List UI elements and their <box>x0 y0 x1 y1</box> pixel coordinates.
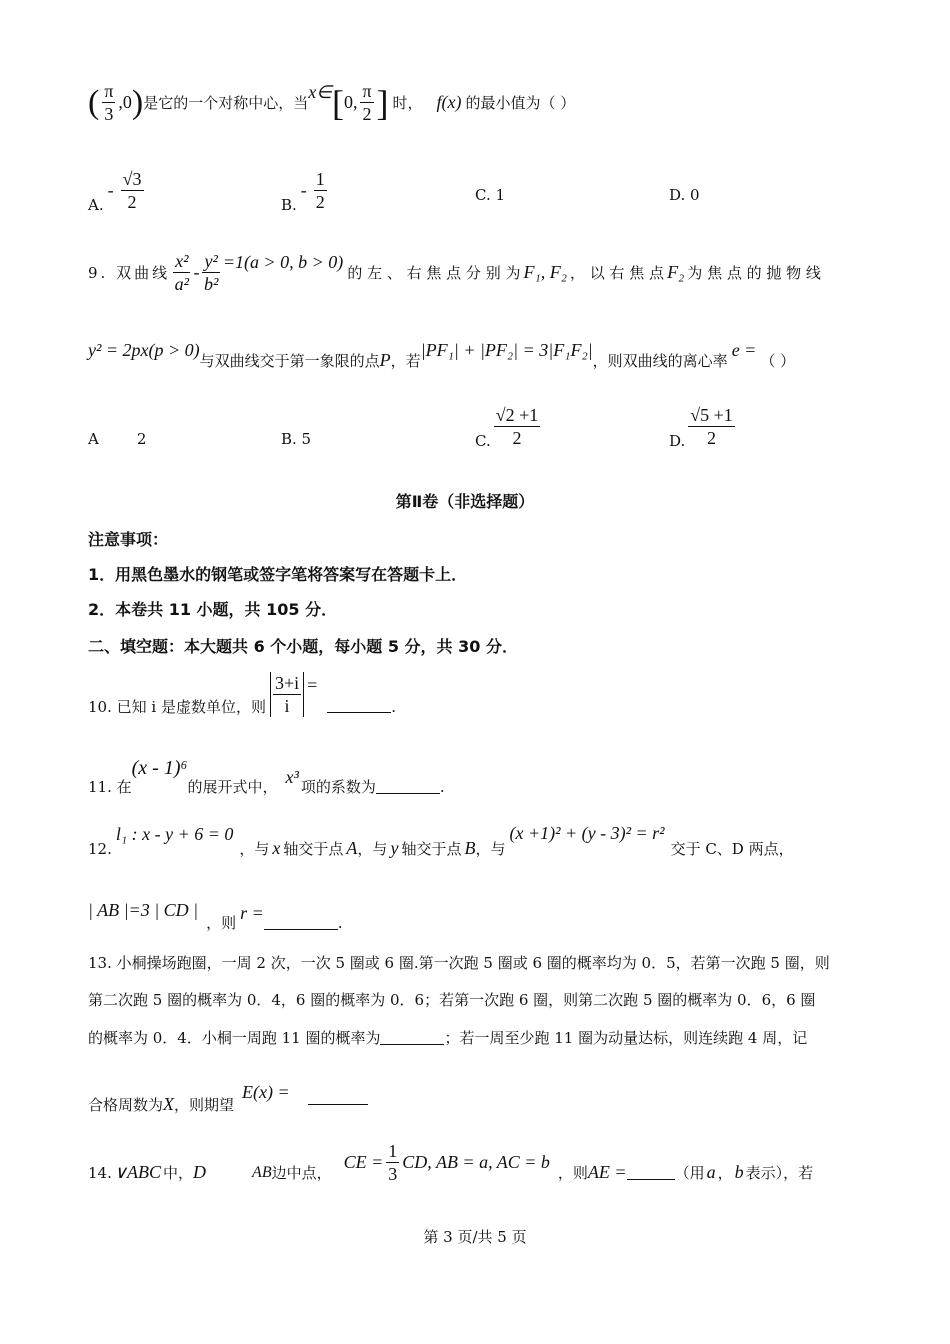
q9-cond: |PF₁| + |PF₂| = 3|F₁F₂| <box>420 340 593 360</box>
q9-option-c[interactable] <box>475 402 543 450</box>
q9-text2: ， 以 右 焦 点 <box>569 264 665 282</box>
q8-stem: ( $\frac{\pi}{3}$ ,0 ) 是它的一个对称中心，当 x∈ [ 0, $\frac{\pi}{2}$ ] 时， f(x) 的最小值为（ ） <box>88 81 576 124</box>
q12-prefix: 12. <box>88 839 112 858</box>
q12-cond: | AB |=3 | CD | <box>88 900 199 920</box>
notice-1: 1．用黑色墨水的钢笔或签字笔将答案写在答题卡上． <box>88 565 468 584</box>
q8-options-1-den: 2 <box>315 191 325 212</box>
q9-p: P <box>379 350 391 370</box>
q9-y2: y² <box>204 251 218 271</box>
q8-interval_den: 2 <box>362 104 372 124</box>
q14-text3: ，则 <box>557 1164 588 1182</box>
answer-blank[interactable] <box>327 698 391 713</box>
q14-num: 1 <box>388 1141 398 1161</box>
q14 <box>88 1140 813 1185</box>
q14-prefix: 14. <box>88 1163 112 1182</box>
q10-eq: = <box>307 675 318 695</box>
q12-x: x <box>272 838 281 858</box>
q11-x3: x³ <box>285 767 299 787</box>
part-two-heading: 二、填空题：本大题共 6 个小题，每小题 5 分，共 30 分． <box>88 637 518 656</box>
q9-text5: ，若 <box>390 352 421 370</box>
q13-line-2: 第二次跑 5 圈的概率为 0．4，6 圈的概率为 0．6；若第一次跑 6 圈，则第二次跑 5 圈的概率为 0．6，6 圈 <box>88 991 816 1009</box>
q14-b: b <box>734 1162 744 1182</box>
q10-num: 3+i <box>274 673 300 693</box>
q14-AB: AB <box>252 1163 272 1181</box>
q14-text4: （用 <box>674 1164 705 1182</box>
q9-f2: F₂ <box>667 262 685 282</box>
q9-option-a[interactable] <box>88 430 146 448</box>
answer-blank[interactable] <box>308 1090 368 1105</box>
notice-heading: 注意事项： <box>88 530 169 549</box>
q8-option-b[interactable] <box>281 166 330 214</box>
q9-parabola: y² = 2px(p > 0) <box>88 340 200 360</box>
q13-ex: E(x) = <box>242 1082 290 1102</box>
q8-options-0-den: 2 <box>127 191 137 212</box>
q9-e: e = <box>731 340 757 360</box>
q8-x_in: x∈ <box>308 82 332 102</box>
q13-line-3 <box>88 1027 807 1048</box>
q11-end: . <box>439 777 445 796</box>
q9-f1f2: F₁, F₂ <box>523 262 567 282</box>
answer-blank[interactable] <box>376 779 440 794</box>
q9-options-3-num: √5 +1 <box>690 404 733 425</box>
answer-blank[interactable] <box>380 1030 444 1045</box>
q12-end: . <box>337 913 343 932</box>
answer-blank[interactable] <box>627 1165 675 1180</box>
q8-options-0-num: √3 <box>122 168 142 189</box>
q13-line4a: 合格周数为 <box>88 1096 164 1114</box>
q12-text1: ，与 <box>239 840 270 858</box>
q10-end: . <box>391 697 397 716</box>
q9-text6: ，则双曲线的离心率 <box>592 352 728 370</box>
q10 <box>88 672 396 717</box>
q12-text6: 交于 C、D 两点， <box>670 840 794 858</box>
q8-options-0-label: A. <box>88 196 104 214</box>
q11-text1: 的展开式中， <box>187 778 278 796</box>
q8-options-2-label: C. 1 <box>475 186 506 204</box>
q12-B: B <box>464 838 476 858</box>
q12-line-2 <box>88 888 343 933</box>
q9-options-1-label: B. 5 <box>281 430 312 448</box>
q9-a2: a² <box>174 274 189 294</box>
q8-options-0-sign: - <box>107 179 114 200</box>
q12-y: y <box>390 838 399 858</box>
q8-text3: 的最小值为（ ） <box>465 94 576 112</box>
q9-options-3-label: D. <box>669 432 686 450</box>
q14-den: 3 <box>388 1164 398 1184</box>
q8-interval_num: π <box>362 81 372 101</box>
q8-options-1-num: 1 <box>315 168 325 189</box>
q8-point_den: 3 <box>104 104 114 124</box>
q14-ce: CE = <box>343 1152 384 1172</box>
fraction <box>102 80 115 125</box>
q8-point_num: π <box>104 81 114 101</box>
q10-text1: 10. 已知 i 是虚数单位，则 <box>88 698 266 716</box>
q8-point_tail: ,0 <box>118 92 132 112</box>
q12-text3: ，与 <box>357 840 388 858</box>
q8-option-d[interactable] <box>669 186 700 204</box>
q14-rest: CD, AB = a, AC = b <box>402 1152 550 1172</box>
q13-line-1: 13. 小桐操场跑圈，一周 2 次，一次 5 圈或 6 圈.第一次跑 5 圈或 6 圈的概率均为 0．5，若第一次跑 5 圈，则 <box>88 954 830 972</box>
q13-line4b: ，则期望 <box>174 1096 235 1114</box>
q8-fx: f(x) <box>436 92 462 112</box>
q9-text1: 的 左 、 右 焦 点 分 别 为 <box>347 264 521 282</box>
q8-option-a[interactable] <box>88 166 147 214</box>
q12-line-1 <box>88 818 794 859</box>
q8-text1: 是它的一个对称中心，当 <box>143 94 309 112</box>
q13-line3a: 的概率为 0．4．小桐一周跑 11 圈的概率为 <box>88 1029 381 1047</box>
q11 <box>88 757 445 797</box>
q12-text7: ，则 <box>206 914 237 932</box>
q9-stem-1 <box>88 250 821 295</box>
q9-b2: b² <box>203 274 219 294</box>
section-title: 第Ⅱ卷（非选择题） <box>395 492 535 511</box>
q14-comma: ， <box>717 1164 733 1182</box>
notice-2: 2．本卷共 11 小题，共 105 分． <box>88 600 338 619</box>
q9-text4: 与双曲线交于第一象限的点 <box>199 352 380 370</box>
q14-a: a <box>706 1162 716 1182</box>
q14-text1: 中， <box>163 1164 194 1182</box>
answer-blank[interactable] <box>264 915 338 930</box>
q9-options-2-label: C. <box>475 432 491 450</box>
q13-X: X <box>163 1094 175 1114</box>
q12-A: A <box>346 838 358 858</box>
q9-options-2-den: 2 <box>512 427 522 448</box>
q14-D: D <box>193 1162 207 1182</box>
q9-options-0-value: 2 <box>136 430 147 448</box>
q9-option-d[interactable] <box>669 402 738 450</box>
q9-prefix: 9. 双曲线 <box>88 264 171 282</box>
q8-option-c[interactable] <box>475 186 505 204</box>
q9-options-0-label: A <box>88 430 99 448</box>
q13-line-4 <box>88 1070 290 1115</box>
q11-text2: 项的系数为 <box>300 778 376 796</box>
q12-r: r = <box>240 903 264 923</box>
q9-minus: - <box>193 262 200 282</box>
q12-text5: ，与 <box>475 840 506 858</box>
q12-circle: (x +1)² + (y - 3)² = r² <box>509 823 665 843</box>
q9-x2: x² <box>175 251 189 271</box>
q8-interval_head: 0, <box>343 92 358 112</box>
q12-text2: 轴交于点 <box>283 840 344 858</box>
q9-text7: （ ） <box>760 352 796 370</box>
q13-line3b: ；若一周至少跑 11 圈为动量达标，则连续跑 4 周，记 <box>444 1029 808 1047</box>
q12-line: l₁ : x - y + 6 = 0 <box>115 824 234 844</box>
q9-options-2-num: √2 +1 <box>495 404 539 425</box>
q14-text5: 表示），若 <box>745 1164 814 1182</box>
q12-text4: 轴交于点 <box>401 840 462 858</box>
q14-ae: AE = <box>587 1162 627 1182</box>
q9-eq: =1(a > 0, b > 0) <box>222 252 344 272</box>
q8-options-1-label: B. <box>281 196 297 214</box>
q9-option-b[interactable] <box>281 430 311 448</box>
q9-text3: 为 焦 点 的 抛 物 线 <box>687 264 821 282</box>
q8-options-3-label: D. 0 <box>669 186 700 204</box>
q11-prefix: 11. 在 <box>88 778 132 796</box>
q9-stem-2 <box>88 340 796 371</box>
q9-options-3-den: 2 <box>707 427 717 448</box>
q10-den: i <box>284 696 290 716</box>
q8-text2: 时， <box>392 94 423 112</box>
q14-text2: 边中点， <box>271 1164 332 1182</box>
q8-options-1-sign: - <box>300 179 307 200</box>
q11-expr: (x - 1)⁶ <box>131 757 188 779</box>
q14-tri: ∨ABC <box>113 1162 162 1182</box>
page-footer: 第 3 页/共 5 页 <box>423 1228 527 1246</box>
